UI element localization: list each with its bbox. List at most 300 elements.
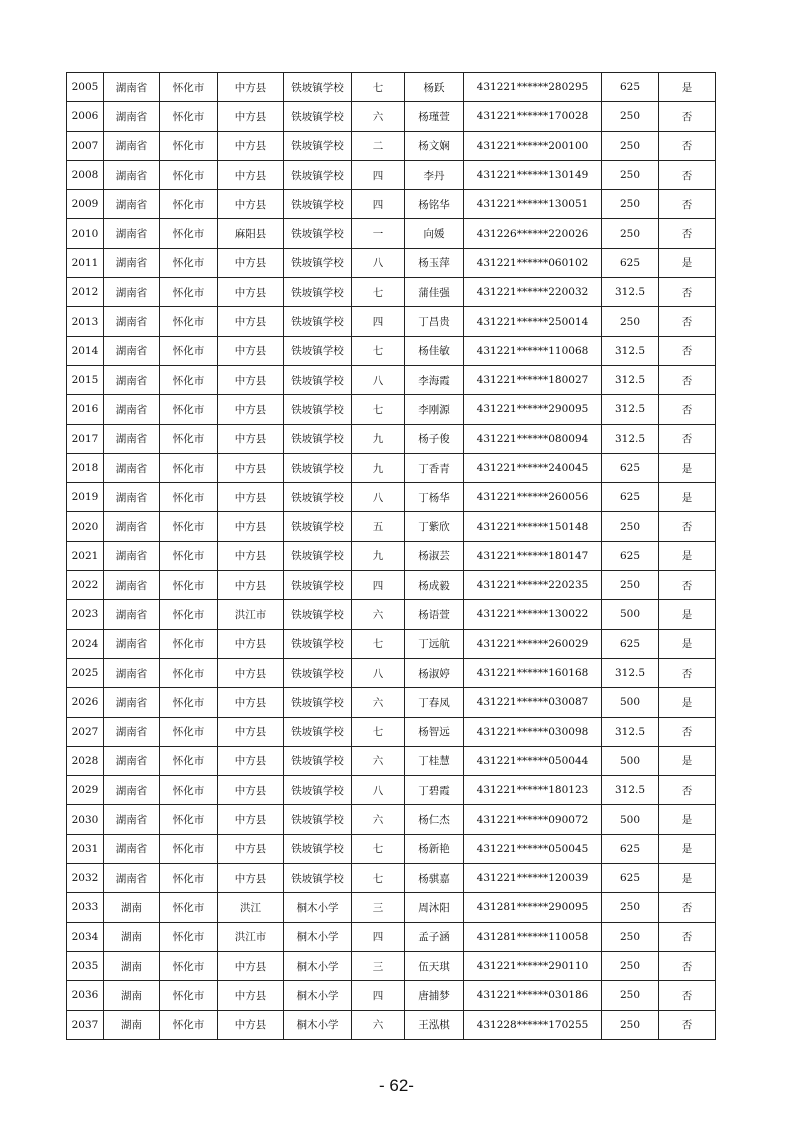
cell-grade: 九 [352,541,405,570]
cell-county: 洪江市 [218,600,284,629]
cell-city: 怀化市 [160,365,218,394]
cell-county: 中方县 [218,864,284,893]
table-row [67,512,716,541]
cell-school: 铁坡镇学校 [284,864,352,893]
cell-province: 湖南省 [104,541,160,570]
cell-amount: 500 [602,746,659,775]
cell-name: 周沐阳 [405,893,464,922]
cell-county: 中方县 [218,776,284,805]
cell-city: 怀化市 [160,951,218,980]
cell-school: 铁坡镇学校 [284,600,352,629]
cell-grade: 八 [352,776,405,805]
cell-name: 杨玉萍 [405,248,464,277]
cell-city: 怀化市 [160,336,218,365]
records-table [66,72,716,1040]
cell-grade: 八 [352,365,405,394]
cell-school: 铁坡镇学校 [284,73,352,102]
cell-name: 丁远航 [405,629,464,658]
cell-name: 杨仁杰 [405,805,464,834]
cell-grade: 六 [352,102,405,131]
table-row [67,219,716,248]
cell-id-number: 431228******170255 [464,1010,602,1039]
cell-school: 铁坡镇学校 [284,453,352,482]
cell-amount: 312.5 [602,717,659,746]
table-row [67,307,716,336]
cell-county: 中方县 [218,73,284,102]
table-row [67,834,716,863]
cell-county: 中方县 [218,160,284,189]
cell-id-number: 431221******280295 [464,73,602,102]
table-row [67,864,716,893]
cell-school: 铁坡镇学校 [284,571,352,600]
cell-province: 湖南省 [104,307,160,336]
cell-county: 中方县 [218,951,284,980]
cell-province: 湖南省 [104,219,160,248]
cell-id-number: 431221******200100 [464,131,602,160]
cell-city: 怀化市 [160,395,218,424]
cell-amount: 312.5 [602,776,659,805]
table-row [67,1010,716,1039]
cell-school: 桐木小学 [284,922,352,951]
cell-school: 铁坡镇学校 [284,541,352,570]
table-row [67,73,716,102]
cell-city: 怀化市 [160,160,218,189]
cell-serial: 2031 [67,834,104,863]
cell-flag: 是 [659,600,716,629]
cell-name: 杨淑婷 [405,658,464,687]
cell-serial: 2026 [67,688,104,717]
cell-county: 麻阳县 [218,219,284,248]
cell-county: 中方县 [218,629,284,658]
table-row [67,131,716,160]
cell-province: 湖南省 [104,73,160,102]
cell-name: 李刚源 [405,395,464,424]
cell-id-number: 431221******180027 [464,365,602,394]
cell-flag: 否 [659,658,716,687]
cell-serial: 2019 [67,483,104,512]
cell-province: 湖南省 [104,864,160,893]
cell-province: 湖南省 [104,805,160,834]
cell-county: 中方县 [218,658,284,687]
cell-province: 湖南省 [104,395,160,424]
cell-grade: 七 [352,73,405,102]
cell-amount: 312.5 [602,278,659,307]
cell-serial: 2020 [67,512,104,541]
cell-grade: 六 [352,746,405,775]
cell-school: 铁坡镇学校 [284,160,352,189]
cell-grade: 六 [352,600,405,629]
cell-city: 怀化市 [160,219,218,248]
cell-amount: 625 [602,629,659,658]
cell-name: 杨新艳 [405,834,464,863]
cell-serial: 2027 [67,717,104,746]
cell-province: 湖南省 [104,424,160,453]
cell-province: 湖南省 [104,600,160,629]
cell-county: 中方县 [218,688,284,717]
cell-id-number: 431221******080094 [464,424,602,453]
cell-id-number: 431226******220026 [464,219,602,248]
cell-serial: 2034 [67,922,104,951]
cell-county: 中方县 [218,248,284,277]
table-row [67,951,716,980]
cell-serial: 2033 [67,893,104,922]
cell-city: 怀化市 [160,131,218,160]
cell-school: 桐木小学 [284,893,352,922]
cell-grade: 四 [352,307,405,336]
cell-flag: 否 [659,717,716,746]
cell-county: 中方县 [218,395,284,424]
cell-flag: 否 [659,512,716,541]
cell-flag: 是 [659,805,716,834]
cell-name: 杨跃 [405,73,464,102]
cell-province: 湖南省 [104,571,160,600]
cell-id-number: 431281******110058 [464,922,602,951]
cell-county: 中方县 [218,365,284,394]
cell-flag: 是 [659,688,716,717]
cell-name: 杨子俊 [405,424,464,453]
cell-county: 中方县 [218,981,284,1010]
table-row [67,424,716,453]
cell-amount: 625 [602,73,659,102]
cell-grade: 八 [352,483,405,512]
cell-school: 铁坡镇学校 [284,629,352,658]
cell-name: 孟子涵 [405,922,464,951]
table-row [67,658,716,687]
cell-grade: 四 [352,571,405,600]
cell-grade: 四 [352,190,405,219]
cell-amount: 250 [602,219,659,248]
cell-county: 中方县 [218,424,284,453]
cell-name: 杨文娴 [405,131,464,160]
table-row [67,190,716,219]
cell-serial: 2007 [67,131,104,160]
cell-province: 湖南省 [104,629,160,658]
cell-county: 中方县 [218,571,284,600]
cell-serial: 2010 [67,219,104,248]
cell-id-number: 431221******090072 [464,805,602,834]
cell-id-number: 431221******050044 [464,746,602,775]
cell-province: 湖南省 [104,658,160,687]
cell-id-number: 431221******240045 [464,453,602,482]
cell-name: 丁桂慧 [405,746,464,775]
cell-school: 铁坡镇学校 [284,776,352,805]
cell-grade: 五 [352,512,405,541]
cell-grade: 四 [352,981,405,1010]
cell-amount: 625 [602,864,659,893]
cell-name: 向媛 [405,219,464,248]
cell-id-number: 431221******130051 [464,190,602,219]
cell-province: 湖南 [104,981,160,1010]
cell-flag: 否 [659,424,716,453]
cell-grade: 六 [352,1010,405,1039]
cell-flag: 否 [659,190,716,219]
cell-amount: 250 [602,951,659,980]
cell-city: 怀化市 [160,658,218,687]
cell-name: 丁香青 [405,453,464,482]
cell-grade: 四 [352,160,405,189]
cell-grade: 三 [352,951,405,980]
cell-amount: 250 [602,1010,659,1039]
cell-id-number: 431221******220032 [464,278,602,307]
cell-school: 铁坡镇学校 [284,248,352,277]
cell-city: 怀化市 [160,248,218,277]
cell-city: 怀化市 [160,512,218,541]
cell-amount: 250 [602,190,659,219]
cell-serial: 2018 [67,453,104,482]
cell-serial: 2035 [67,951,104,980]
cell-county: 中方县 [218,746,284,775]
cell-grade: 七 [352,395,405,424]
cell-school: 桐木小学 [284,1010,352,1039]
cell-amount: 250 [602,981,659,1010]
cell-amount: 312.5 [602,336,659,365]
cell-grade: 九 [352,453,405,482]
cell-county: 中方县 [218,336,284,365]
table-row [67,688,716,717]
cell-county: 中方县 [218,483,284,512]
cell-name: 李丹 [405,160,464,189]
cell-id-number: 431221******180147 [464,541,602,570]
table-row [67,600,716,629]
cell-county: 中方县 [218,512,284,541]
cell-school: 桐木小学 [284,981,352,1010]
cell-city: 怀化市 [160,1010,218,1039]
cell-school: 铁坡镇学校 [284,336,352,365]
cell-amount: 250 [602,307,659,336]
cell-city: 怀化市 [160,776,218,805]
cell-city: 怀化市 [160,717,218,746]
cell-flag: 否 [659,893,716,922]
cell-school: 铁坡镇学校 [284,395,352,424]
cell-amount: 250 [602,131,659,160]
cell-province: 湖南省 [104,131,160,160]
cell-school: 铁坡镇学校 [284,365,352,394]
cell-amount: 625 [602,453,659,482]
table-row [67,776,716,805]
table-row [67,453,716,482]
cell-school: 铁坡镇学校 [284,512,352,541]
cell-province: 湖南省 [104,776,160,805]
cell-flag: 是 [659,248,716,277]
cell-id-number: 431221******050045 [464,834,602,863]
cell-province: 湖南 [104,951,160,980]
cell-province: 湖南省 [104,834,160,863]
table-row [67,893,716,922]
cell-county: 洪江 [218,893,284,922]
cell-serial: 2014 [67,336,104,365]
cell-city: 怀化市 [160,893,218,922]
cell-city: 怀化市 [160,746,218,775]
cell-amount: 312.5 [602,365,659,394]
cell-province: 湖南省 [104,453,160,482]
cell-school: 铁坡镇学校 [284,424,352,453]
cell-id-number: 431221******290095 [464,395,602,424]
cell-amount: 312.5 [602,658,659,687]
cell-province: 湖南省 [104,688,160,717]
cell-serial: 2012 [67,278,104,307]
cell-name: 王泓棋 [405,1010,464,1039]
cell-province: 湖南省 [104,746,160,775]
cell-grade: 七 [352,278,405,307]
cell-amount: 250 [602,102,659,131]
cell-serial: 2030 [67,805,104,834]
table-row [67,805,716,834]
cell-city: 怀化市 [160,424,218,453]
cell-city: 怀化市 [160,541,218,570]
cell-id-number: 431221******120039 [464,864,602,893]
cell-flag: 是 [659,541,716,570]
cell-flag: 否 [659,160,716,189]
cell-id-number: 431221******220235 [464,571,602,600]
cell-county: 中方县 [218,1010,284,1039]
cell-amount: 312.5 [602,424,659,453]
cell-serial: 2022 [67,571,104,600]
table-row [67,483,716,512]
cell-grade: 八 [352,248,405,277]
table-row [67,102,716,131]
cell-amount: 250 [602,160,659,189]
cell-province: 湖南省 [104,336,160,365]
cell-amount: 250 [602,571,659,600]
cell-serial: 2008 [67,160,104,189]
cell-school: 铁坡镇学校 [284,658,352,687]
cell-school: 铁坡镇学校 [284,688,352,717]
cell-province: 湖南省 [104,512,160,541]
cell-id-number: 431221******130149 [464,160,602,189]
cell-amount: 625 [602,483,659,512]
cell-serial: 2011 [67,248,104,277]
cell-name: 杨智远 [405,717,464,746]
cell-id-number: 431221******290110 [464,951,602,980]
cell-province: 湖南省 [104,248,160,277]
cell-city: 怀化市 [160,629,218,658]
cell-serial: 2016 [67,395,104,424]
cell-amount: 500 [602,688,659,717]
cell-id-number: 431221******150148 [464,512,602,541]
cell-flag: 否 [659,951,716,980]
cell-grade: 三 [352,893,405,922]
cell-amount: 625 [602,541,659,570]
cell-province: 湖南 [104,1010,160,1039]
cell-id-number: 431221******260029 [464,629,602,658]
cell-flag: 是 [659,864,716,893]
cell-school: 铁坡镇学校 [284,219,352,248]
cell-grade: 四 [352,922,405,951]
cell-school: 铁坡镇学校 [284,131,352,160]
cell-county: 中方县 [218,131,284,160]
cell-county: 中方县 [218,307,284,336]
cell-school: 铁坡镇学校 [284,746,352,775]
cell-id-number: 431221******130022 [464,600,602,629]
page-number: - 62- [379,1076,414,1095]
cell-county: 中方县 [218,834,284,863]
cell-city: 怀化市 [160,278,218,307]
cell-city: 怀化市 [160,571,218,600]
cell-amount: 625 [602,834,659,863]
cell-id-number: 431221******030186 [464,981,602,1010]
cell-flag: 是 [659,629,716,658]
cell-serial: 2006 [67,102,104,131]
cell-grade: 七 [352,336,405,365]
cell-province: 湖南省 [104,483,160,512]
table-row [67,160,716,189]
cell-grade: 九 [352,424,405,453]
cell-flag: 否 [659,278,716,307]
cell-city: 怀化市 [160,922,218,951]
cell-flag: 否 [659,571,716,600]
cell-grade: 七 [352,834,405,863]
cell-city: 怀化市 [160,73,218,102]
cell-serial: 2024 [67,629,104,658]
cell-county: 中方县 [218,805,284,834]
cell-grade: 一 [352,219,405,248]
cell-serial: 2025 [67,658,104,687]
cell-id-number: 431221******110068 [464,336,602,365]
cell-school: 桐木小学 [284,951,352,980]
cell-flag: 否 [659,219,716,248]
cell-serial: 2023 [67,600,104,629]
cell-school: 铁坡镇学校 [284,834,352,863]
cell-province: 湖南 [104,922,160,951]
cell-flag: 否 [659,395,716,424]
cell-flag: 是 [659,746,716,775]
cell-serial: 2017 [67,424,104,453]
cell-serial: 2013 [67,307,104,336]
cell-amount: 250 [602,512,659,541]
table-row [67,395,716,424]
table-row [67,365,716,394]
cell-flag: 否 [659,365,716,394]
table-row [67,541,716,570]
table-row [67,629,716,658]
cell-province: 湖南省 [104,717,160,746]
cell-serial: 2021 [67,541,104,570]
cell-flag: 否 [659,776,716,805]
cell-city: 怀化市 [160,453,218,482]
cell-city: 怀化市 [160,190,218,219]
cell-id-number: 431281******290095 [464,893,602,922]
cell-amount: 500 [602,805,659,834]
cell-serial: 2009 [67,190,104,219]
cell-serial: 2029 [67,776,104,805]
table-row [67,336,716,365]
cell-county: 中方县 [218,453,284,482]
cell-school: 铁坡镇学校 [284,483,352,512]
cell-name: 杨语萱 [405,600,464,629]
cell-serial: 2036 [67,981,104,1010]
cell-flag: 否 [659,336,716,365]
cell-id-number: 431221******060102 [464,248,602,277]
cell-county: 中方县 [218,102,284,131]
cell-flag: 否 [659,102,716,131]
cell-id-number: 431221******250014 [464,307,602,336]
cell-flag: 否 [659,981,716,1010]
cell-school: 铁坡镇学校 [284,717,352,746]
cell-grade: 六 [352,688,405,717]
cell-serial: 2028 [67,746,104,775]
cell-id-number: 431221******030098 [464,717,602,746]
cell-name: 丁春凤 [405,688,464,717]
cell-name: 李海霞 [405,365,464,394]
cell-county: 中方县 [218,541,284,570]
cell-city: 怀化市 [160,102,218,131]
cell-province: 湖南省 [104,160,160,189]
cell-grade: 二 [352,131,405,160]
cell-grade: 七 [352,864,405,893]
cell-county: 中方县 [218,278,284,307]
cell-amount: 250 [602,922,659,951]
cell-name: 唐捕梦 [405,981,464,1010]
